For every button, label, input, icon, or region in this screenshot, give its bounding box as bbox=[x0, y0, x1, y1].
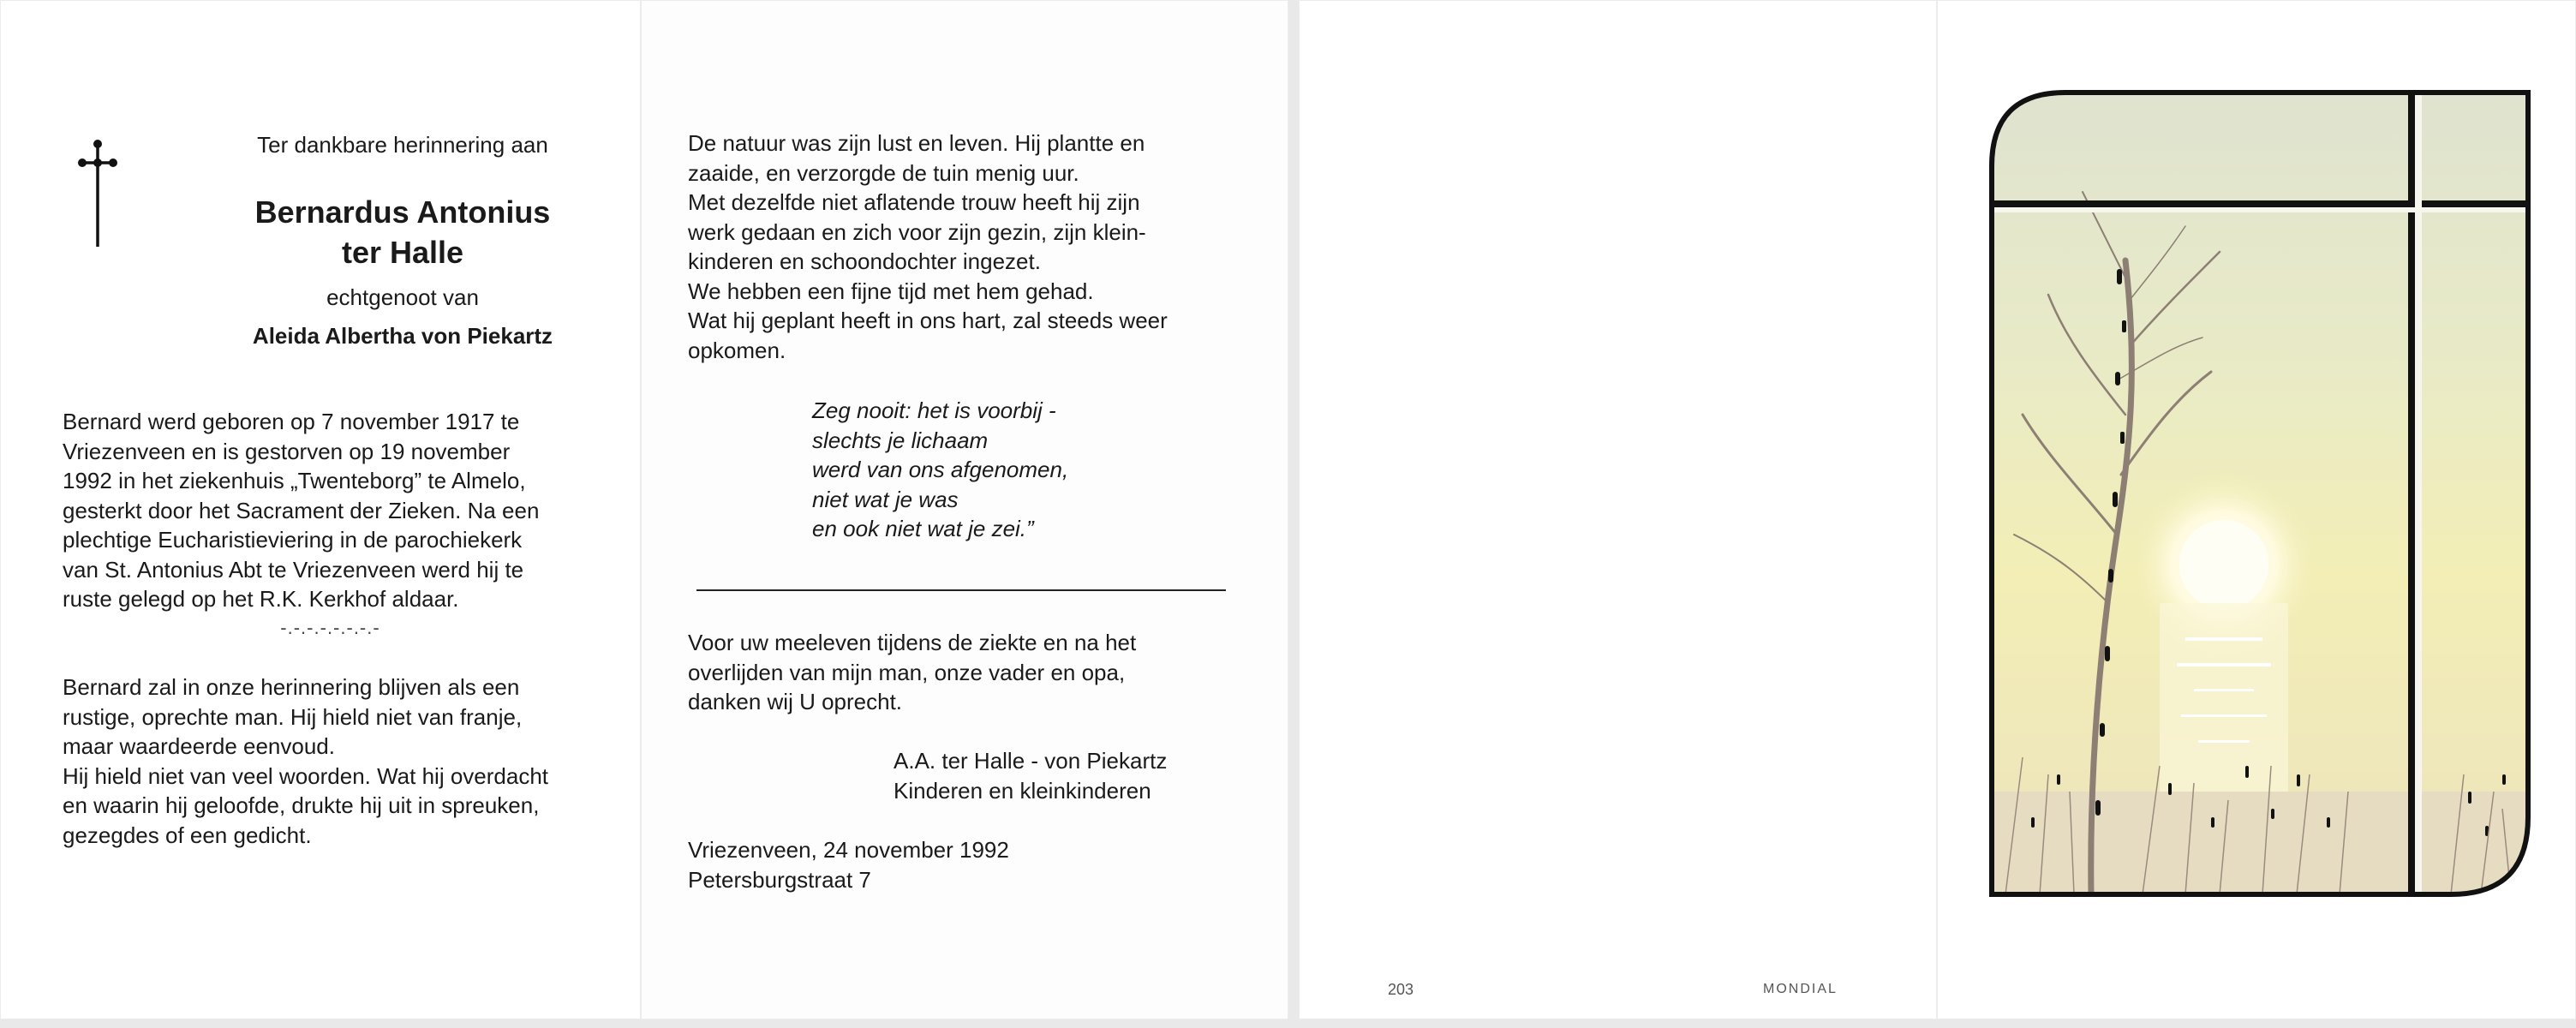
text-line: werk gedaan en zich voor zijn gezin, zijn klein- bbox=[688, 218, 1146, 245]
date-address-block bbox=[688, 835, 1228, 894]
window-sunset-tree-illustration-icon bbox=[1988, 89, 2532, 899]
text-line: Bernard zal in onze herinnering blijven als een bbox=[63, 674, 520, 700]
deceased-name-line2: ter Halle bbox=[341, 235, 464, 270]
text-line: Wat hij geplant heeft in ons hart, zal steeds weer bbox=[688, 308, 1168, 333]
publisher-brand: MONDIAL bbox=[1763, 982, 1838, 996]
poem-quote bbox=[812, 396, 1223, 544]
biography-paragraph bbox=[63, 407, 598, 614]
text-line: overlijden van mijn man, onze vader en opa, bbox=[688, 659, 1126, 685]
thanks-paragraph bbox=[688, 628, 1228, 717]
signer-line: A.A. ter Halle - von Piekartz bbox=[894, 748, 1168, 774]
deceased-name-line1: Bernardus Antonius bbox=[254, 194, 551, 230]
memory-paragraph bbox=[63, 672, 598, 850]
text-line: Bernard werd geboren op 7 november 1917 te bbox=[63, 409, 520, 434]
text-line: Vriezenveen en is gestorven op 19 november bbox=[63, 438, 511, 464]
text-line: We hebben een fijne tijd met hem gehad. bbox=[688, 278, 1094, 304]
left-inner-page bbox=[0, 0, 641, 1019]
text-line: Met dezelfde niet aflatende trouw heeft hij zijn bbox=[688, 189, 1140, 215]
front-cover-page bbox=[1937, 0, 2576, 1019]
signature-block bbox=[894, 746, 1253, 805]
text-line: opkomen. bbox=[688, 337, 786, 363]
dotted-divider: -.-.-.-.-.-.-.- bbox=[280, 617, 380, 638]
text-line: Voor uw meeleven tijdens de ziekte en na het bbox=[688, 630, 1137, 655]
text-line: De natuur was zijn lust en leven. Hij plantte en bbox=[688, 130, 1145, 156]
text-line: maar waardeerde eenvoud. bbox=[63, 733, 335, 759]
poem-line: werd van ons afgenomen, bbox=[812, 457, 1069, 482]
horizontal-rule bbox=[696, 589, 1226, 591]
text-line: van St. Antonius Abt te Vriezenveen werd hij te bbox=[63, 556, 524, 583]
poem-line: en ook niet wat je zei.” bbox=[812, 516, 1034, 541]
date-place: Vriezenveen, 24 november 1992 bbox=[688, 837, 1009, 863]
middle-inner-page bbox=[641, 0, 1288, 1019]
poem-line: niet wat je was bbox=[812, 486, 959, 512]
spouse-label: echtgenoot van bbox=[326, 284, 479, 310]
text-line: gesterkt door het Sacrament der Zieken. Na een bbox=[63, 497, 540, 523]
text-line: danken wij U oprecht. bbox=[688, 689, 903, 714]
text-line: 1992 in het ziekenhuis „Twenteborg” te Almelo, bbox=[63, 468, 526, 493]
back-cover-page bbox=[1299, 0, 1937, 1019]
text-line: plechtige Eucharistieviering in de parochiekerk bbox=[63, 527, 523, 553]
address: Petersburgstraat 7 bbox=[688, 866, 871, 893]
signer-line: Kinderen en kleinkinderen bbox=[894, 777, 1151, 804]
text-line: kinderen en schoondochter ingezet. bbox=[688, 248, 1041, 274]
text-line: rustige, oprechte man. Hij hield niet van franje, bbox=[63, 703, 523, 730]
text-line: gezegdes of een gedicht. bbox=[63, 822, 312, 848]
dedication-intro: Ter dankbare herinnering aan bbox=[257, 132, 548, 158]
poem-line: Zeg nooit: het is voorbij - bbox=[812, 397, 1056, 423]
poem-line: slechts je lichaam bbox=[812, 427, 989, 453]
text-line: Hij hield niet van veel woorden. Wat hij overdacht bbox=[63, 762, 548, 789]
spouse-name: Aleida Albertha von Piekartz bbox=[252, 323, 553, 349]
cross-icon bbox=[72, 137, 123, 248]
card-number: 203 bbox=[1388, 981, 1414, 998]
text-line: ruste gelegd op het R.K. Kerkhof aldaar. bbox=[63, 586, 459, 612]
text-line: zaaide, en verzorgde de tuin menig uur. bbox=[688, 159, 1079, 186]
text-line: en waarin hij geloofde, drukte hij uit in spreuken, bbox=[63, 792, 540, 818]
nature-paragraph bbox=[688, 128, 1228, 365]
